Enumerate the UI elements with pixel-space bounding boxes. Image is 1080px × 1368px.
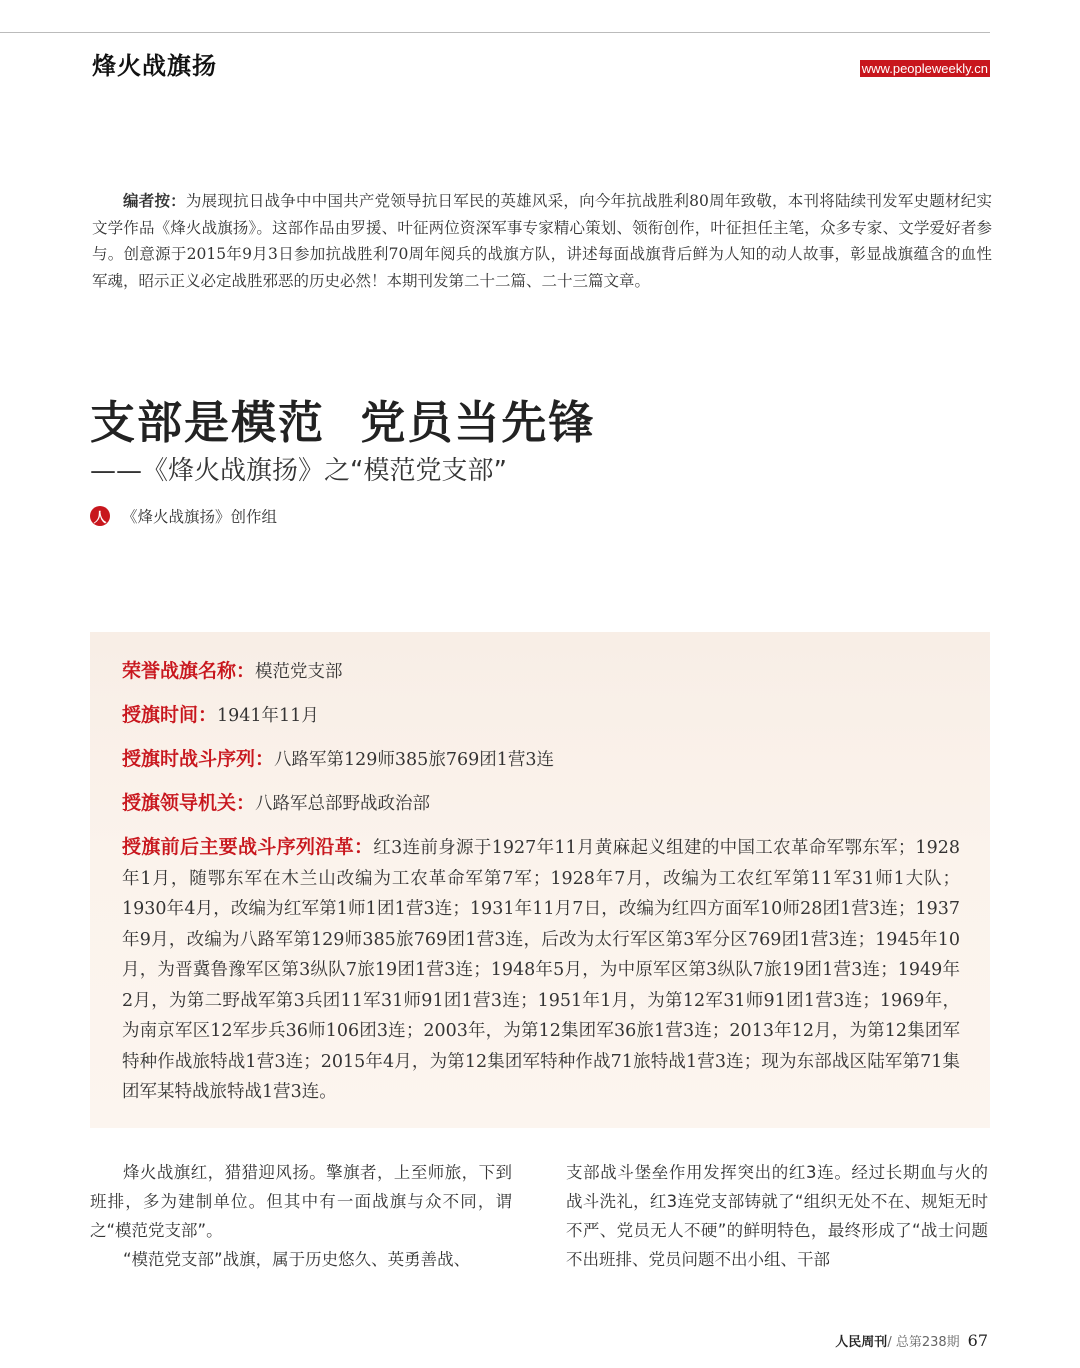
- award-org-line: [122, 790, 960, 817]
- flag-name-line: [122, 658, 960, 685]
- section-title: 烽火战旗扬: [92, 51, 217, 80]
- editor-note-text: 为展现抗日战争中中国共产党领导抗日军民的英雄风采，向今年抗战胜利80周年致敬，本刊将陆续刊发军史题材纪实文学作品《烽火战旗扬》。这部作品由罗援、叶征两位资深军事专家精心策划、领衔创作，叶征担任主笔，众多专家、文学爱好者参与。创意源于2015年9月3日参加抗战胜利70周年阅兵的战旗方队，讲述每面战旗背后鲜为人知的动人故事，彰显战旗蕴含的血性军魂，昭示正义必定战胜邪恶的历史必然！本期刊发第二十二篇、二十三篇文章。: [92, 192, 992, 290]
- flag-name-label: 荣誉战旗名称：: [122, 660, 256, 682]
- unit-history-label: 授旗前后主要战斗序列沿革：: [122, 836, 374, 858]
- flag-name-value: 模范党支部: [255, 662, 343, 682]
- award-org-value: 八路军总部野战政治部: [255, 794, 431, 814]
- magazine-name: 人民周刊: [835, 1335, 888, 1350]
- article-title: 支部是模范 党员当先锋: [90, 396, 596, 449]
- author-line: [90, 505, 277, 527]
- award-time-value: 1941年11月: [217, 706, 319, 726]
- battle-unit-value: 八路军第129师385旅769团1营3连: [274, 750, 554, 770]
- flag-info-box: [90, 632, 990, 1128]
- unit-history-value: 红3连前身源于1927年11月黄麻起义组建的中国工农革命军鄂东军；1928年1月，随鄂东军在木兰山改编为工农革命军第7军；1928年7月，改编为工农红军第11军31师1大队；1930年4月，改编为红军第1师1团1营3连；1931年11月7日，改编为红四方面军10师28团1营3连；1937年9月，改编为八路军第129师385旅769团1营3连，后改为太行军区第3军分区769团1营3连；1945年10月，为晋冀鲁豫军区第3纵队7旅19团1营3连；1948年5月，为中原军区第3纵队7旅19团1营3连；1949年2月，为第二野战军第3兵团11军31师91团1营3连；1951年1月，为第12军31师91团1营3连；1969年，为南京军区12军步兵36师106团3连；2003年，为第12集团军36旅1营3连；2013年12月，为第12集团军特种作战旅特战1营3连；2015年4月，为第12集团军特种作战71旅特战1营3连；现为东部战区陆军第71集团军某特战旅特战1营3连。: [122, 838, 960, 1102]
- page-footer: [835, 1331, 988, 1350]
- body-paragraph: 烽火战旗红，猎猎迎风扬。擎旗者，上至师旅，下到班排，多为建制单位。但其中有一面战旗与众不同，谓之“模范党支部”。: [90, 1163, 512, 1240]
- top-divider: [0, 32, 990, 33]
- issue-number: / 总第238期: [887, 1335, 960, 1350]
- editor-note: [92, 188, 992, 294]
- battle-unit-line: [122, 746, 960, 773]
- body-column-left: [90, 1158, 512, 1274]
- award-org-label: 授旗领导机关：: [122, 792, 256, 814]
- unit-history: [122, 832, 960, 1108]
- award-time-label: 授旗时间：: [122, 704, 218, 726]
- body-paragraph: 支部战斗堡垒作用发挥突出的红3连。经过长期血与火的战斗洗礼，红3连党支部铸就了“组织无处不在、规矩无时不严、党员无人不硬”的鲜明特色，最终形成了“战士问题不出班排、党员问题不出小组、干部: [566, 1163, 988, 1269]
- body-paragraph: “模范党支部”战旗，属于历史悠久、英勇善战、: [123, 1250, 471, 1269]
- battle-unit-label: 授旗时战斗序列：: [122, 748, 275, 770]
- person-logo-icon: 人: [90, 506, 110, 526]
- page-number: 67: [967, 1331, 988, 1350]
- author-name: 《烽火战旗扬》创作组: [122, 508, 278, 526]
- editor-note-label: 编者按：: [123, 191, 186, 210]
- article-subtitle: ——《烽火战旗扬》之“模范党支部”: [90, 456, 507, 486]
- body-column-right: [566, 1158, 988, 1274]
- site-url-link[interactable]: www.peopleweekly.cn: [861, 61, 988, 76]
- award-time-line: [122, 702, 960, 729]
